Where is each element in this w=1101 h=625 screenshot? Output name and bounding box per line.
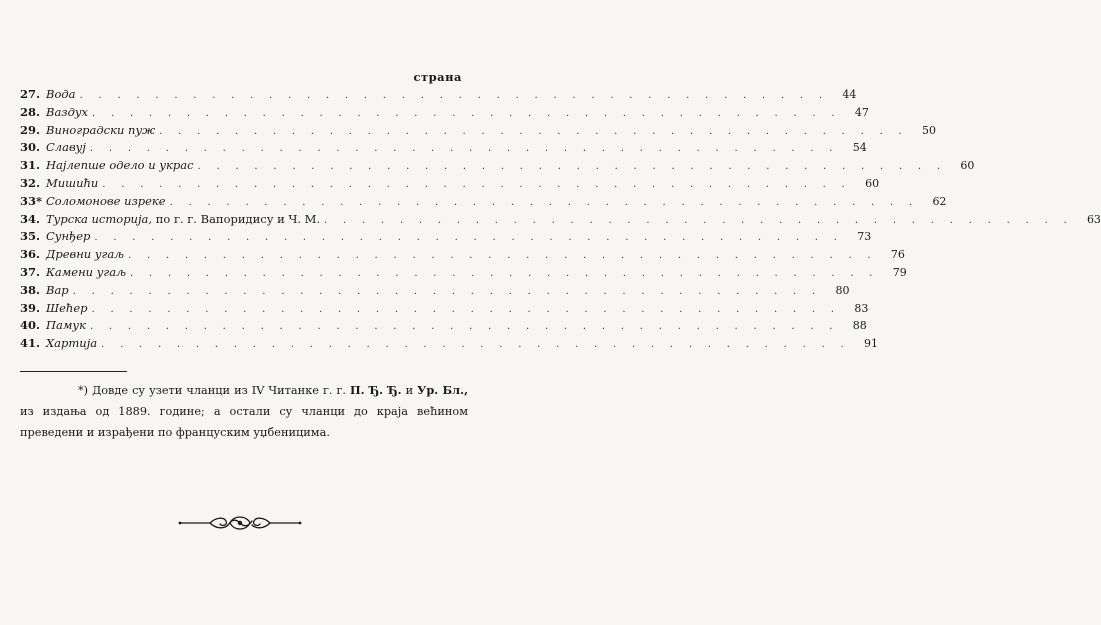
toc-entry-number: 31. bbox=[20, 158, 41, 173]
toc-entry-title bbox=[46, 228, 94, 246]
footnote-author-2: Ур. Бл., bbox=[417, 383, 468, 397]
toc-entry-number: 32. bbox=[20, 175, 41, 190]
toc-entry-title-text: Шеħер bbox=[46, 300, 88, 315]
toc-entry-title-text: Ваздух bbox=[46, 104, 89, 119]
toc-entry-title bbox=[46, 104, 92, 122]
toc-leader-dots: . . . . . . . . . . . . . . . . . . . . . . . . . . . . . . . . . . . . . . . . bbox=[169, 196, 919, 208]
toc-entry-title-suffix: по г. г. Вапоридису и Ч. М. bbox=[152, 211, 321, 226]
toc-entry-title bbox=[46, 157, 198, 175]
footnote-divider bbox=[20, 371, 127, 372]
toc-entry bbox=[20, 139, 867, 157]
toc-entry-title-text: Вода bbox=[46, 87, 76, 101]
toc-entry bbox=[20, 228, 872, 246]
toc-entry-page: 63 bbox=[1086, 212, 1101, 226]
footnote-author-1: П. Ђ. Ђ. bbox=[350, 383, 402, 397]
toc-entry-number: 35. bbox=[20, 229, 41, 244]
toc-leader-dots: . . . . . . . . . . . . . . . . . . . . . . . . . . . . . . . . . . . . . . . . bbox=[159, 125, 909, 137]
toc-entry bbox=[20, 317, 867, 335]
toc-entry-number: 39. bbox=[20, 300, 41, 315]
toc-entry-number: 41. bbox=[20, 336, 41, 351]
toc-entry-number: 38. bbox=[20, 282, 41, 297]
toc-entry-number: 28. bbox=[20, 104, 41, 119]
toc-entry-page: 60 bbox=[960, 159, 975, 173]
toc-leader-dots: . . . . . . . . . . . . . . . . . . . . . . . . . . . . . . . . . . . . . . . . bbox=[324, 214, 1073, 226]
toc-entry-title-text: Камени угаљ bbox=[46, 264, 126, 279]
toc-leader-dots: . . . . . . . . . . . . . . . . . . . . . . . . . . . . . . . . . . . . . . . . bbox=[128, 250, 877, 262]
toc-entry-title bbox=[46, 139, 90, 157]
toc-entry-title bbox=[46, 193, 170, 211]
toc-entry-page: 47 bbox=[854, 105, 869, 119]
toc-entry-number: 27. bbox=[20, 87, 41, 101]
toc-entry-page: 54 bbox=[852, 141, 867, 155]
toc-leader-dots: . . . . . . . . . . . . . . . . . . . . . . . . . . . . . . . . . . . . . . . . bbox=[91, 303, 841, 315]
toc-entry-title-text: Најлепше одело и украс bbox=[46, 158, 194, 173]
toc-entry-title bbox=[46, 300, 92, 318]
toc-leader-dots: . . . . . . . . . . . . . . . . . . . . . . . . . . . . . . . . . . . . . . . . bbox=[102, 178, 852, 190]
toc-entry bbox=[20, 104, 869, 122]
toc-entry-title-text: Памук bbox=[46, 318, 86, 333]
toc-entry-title bbox=[46, 264, 130, 282]
toc-leader-dots: . . . . . . . . . . . . . . . . . . . . . . . . . . . . . . . . . . . . . . . . bbox=[79, 90, 829, 101]
toc-entry-page: 83 bbox=[854, 301, 869, 315]
toc-entry-title bbox=[46, 246, 128, 264]
toc-entry-title-text: Турска историја, bbox=[46, 211, 153, 226]
toc-entry-title bbox=[46, 335, 101, 353]
toc-entry-title bbox=[46, 175, 102, 193]
toc-entry-page: 79 bbox=[892, 265, 907, 279]
toc-entry-number: 30. bbox=[20, 140, 41, 155]
toc-entry bbox=[20, 175, 880, 193]
toc-entry bbox=[20, 300, 869, 318]
toc-leader-dots: . . . . . . . . . . . . . . . . . . . . . . . . . . . . . . . . . . . . . . . . bbox=[89, 321, 839, 333]
toc-leader-dots: . . . . . . . . . . . . . . . . . . . . . . . . . . . . . . . . . . . . . . . . bbox=[92, 107, 841, 119]
toc-leader-dots: . . . . . . . . . . . . . . . . . . . . . . . . . . . . . . . . . . . . . . . . bbox=[129, 267, 879, 279]
toc-leader-dots: . . . . . . . . . . . . . . . . . . . . . . . . . . . . . . . . . . . . . . . . bbox=[94, 232, 844, 244]
toc-entry-number: 33* bbox=[20, 193, 43, 208]
toc-entry-title bbox=[46, 86, 80, 104]
toc-entry bbox=[20, 282, 850, 300]
toc-entry-title-text: Хартија bbox=[46, 336, 98, 351]
toc-entry-page: 80 bbox=[835, 283, 850, 297]
toc-entry-page: 60 bbox=[865, 176, 880, 190]
toc-entry-page: 76 bbox=[890, 248, 905, 262]
toc-entry-page: 44 bbox=[842, 88, 857, 101]
toc-entry-page: 73 bbox=[857, 230, 872, 244]
toc-entry-title-text: Славуј bbox=[46, 140, 86, 155]
toc-entry bbox=[20, 335, 878, 353]
toc-entry bbox=[20, 157, 975, 175]
toc-entry-title-text: Вар bbox=[46, 282, 69, 297]
toc-entry-title bbox=[46, 282, 73, 300]
toc-entry-title-text: Сунђер bbox=[46, 229, 91, 244]
toc-entry-title-text: Соломонове изреке bbox=[46, 193, 166, 208]
toc-entry-number: 37. bbox=[20, 264, 41, 279]
toc-leader-dots: . . . . . . . . . . . . . . . . . . . . . . . . . . . . . . . . . . . . . . . . bbox=[72, 285, 822, 297]
toc-leader-dots: . . . . . . . . . . . . . . . . . . . . . . . . . . . . . . . . . . . . . . . . bbox=[89, 143, 839, 155]
toc-entry-title-text: Мишиħи bbox=[46, 175, 99, 190]
footnote-text-2: и bbox=[401, 384, 418, 397]
toc-entry-number: 29. bbox=[20, 122, 41, 137]
page-column-header: страна bbox=[413, 70, 462, 84]
toc-entry bbox=[20, 122, 937, 140]
toc-entry bbox=[20, 246, 905, 264]
toc-entry-page: 50 bbox=[922, 123, 937, 137]
toc-entry-number: 34. bbox=[20, 211, 41, 226]
footnote bbox=[20, 380, 468, 443]
toc-entry-page: 88 bbox=[852, 319, 867, 333]
footnote-text-1: *) Довде су узети чланци из IV Читанке г. г. bbox=[78, 384, 351, 397]
toc-entry-title bbox=[46, 211, 324, 229]
toc-entry bbox=[20, 86, 857, 104]
toc-entry-page: 62 bbox=[932, 194, 947, 208]
toc-entry-title-text: Виноградски пуж bbox=[46, 122, 156, 137]
toc-entry-title-text: Древни угаљ bbox=[46, 247, 125, 262]
toc-leader-dots: . . . . . . . . . . . . . . . . . . . . . . . . . . . . . . . . . . . . . . . . bbox=[101, 339, 850, 351]
toc-leader-dots: . . . . . . . . . . . . . . . . . . . . . . . . . . . . . . . . . . . . . . . . bbox=[197, 161, 947, 173]
table-of-contents bbox=[20, 86, 1101, 353]
footnote-text-3: из издања од 1889. године; а остали су чланци до краја веħином преведени и израђени по француским уџбеницима. bbox=[20, 405, 468, 439]
toc-entry-title bbox=[46, 317, 90, 335]
toc-entry bbox=[20, 211, 1101, 229]
toc-entry-number: 40. bbox=[20, 318, 41, 333]
toc-entry-title bbox=[46, 122, 159, 140]
toc-entry-page: 91 bbox=[863, 337, 878, 351]
toc-entry-number: 36. bbox=[20, 247, 41, 262]
toc-entry bbox=[20, 193, 947, 211]
toc-entry bbox=[20, 264, 907, 282]
decorative-flourish-icon bbox=[176, 511, 304, 535]
